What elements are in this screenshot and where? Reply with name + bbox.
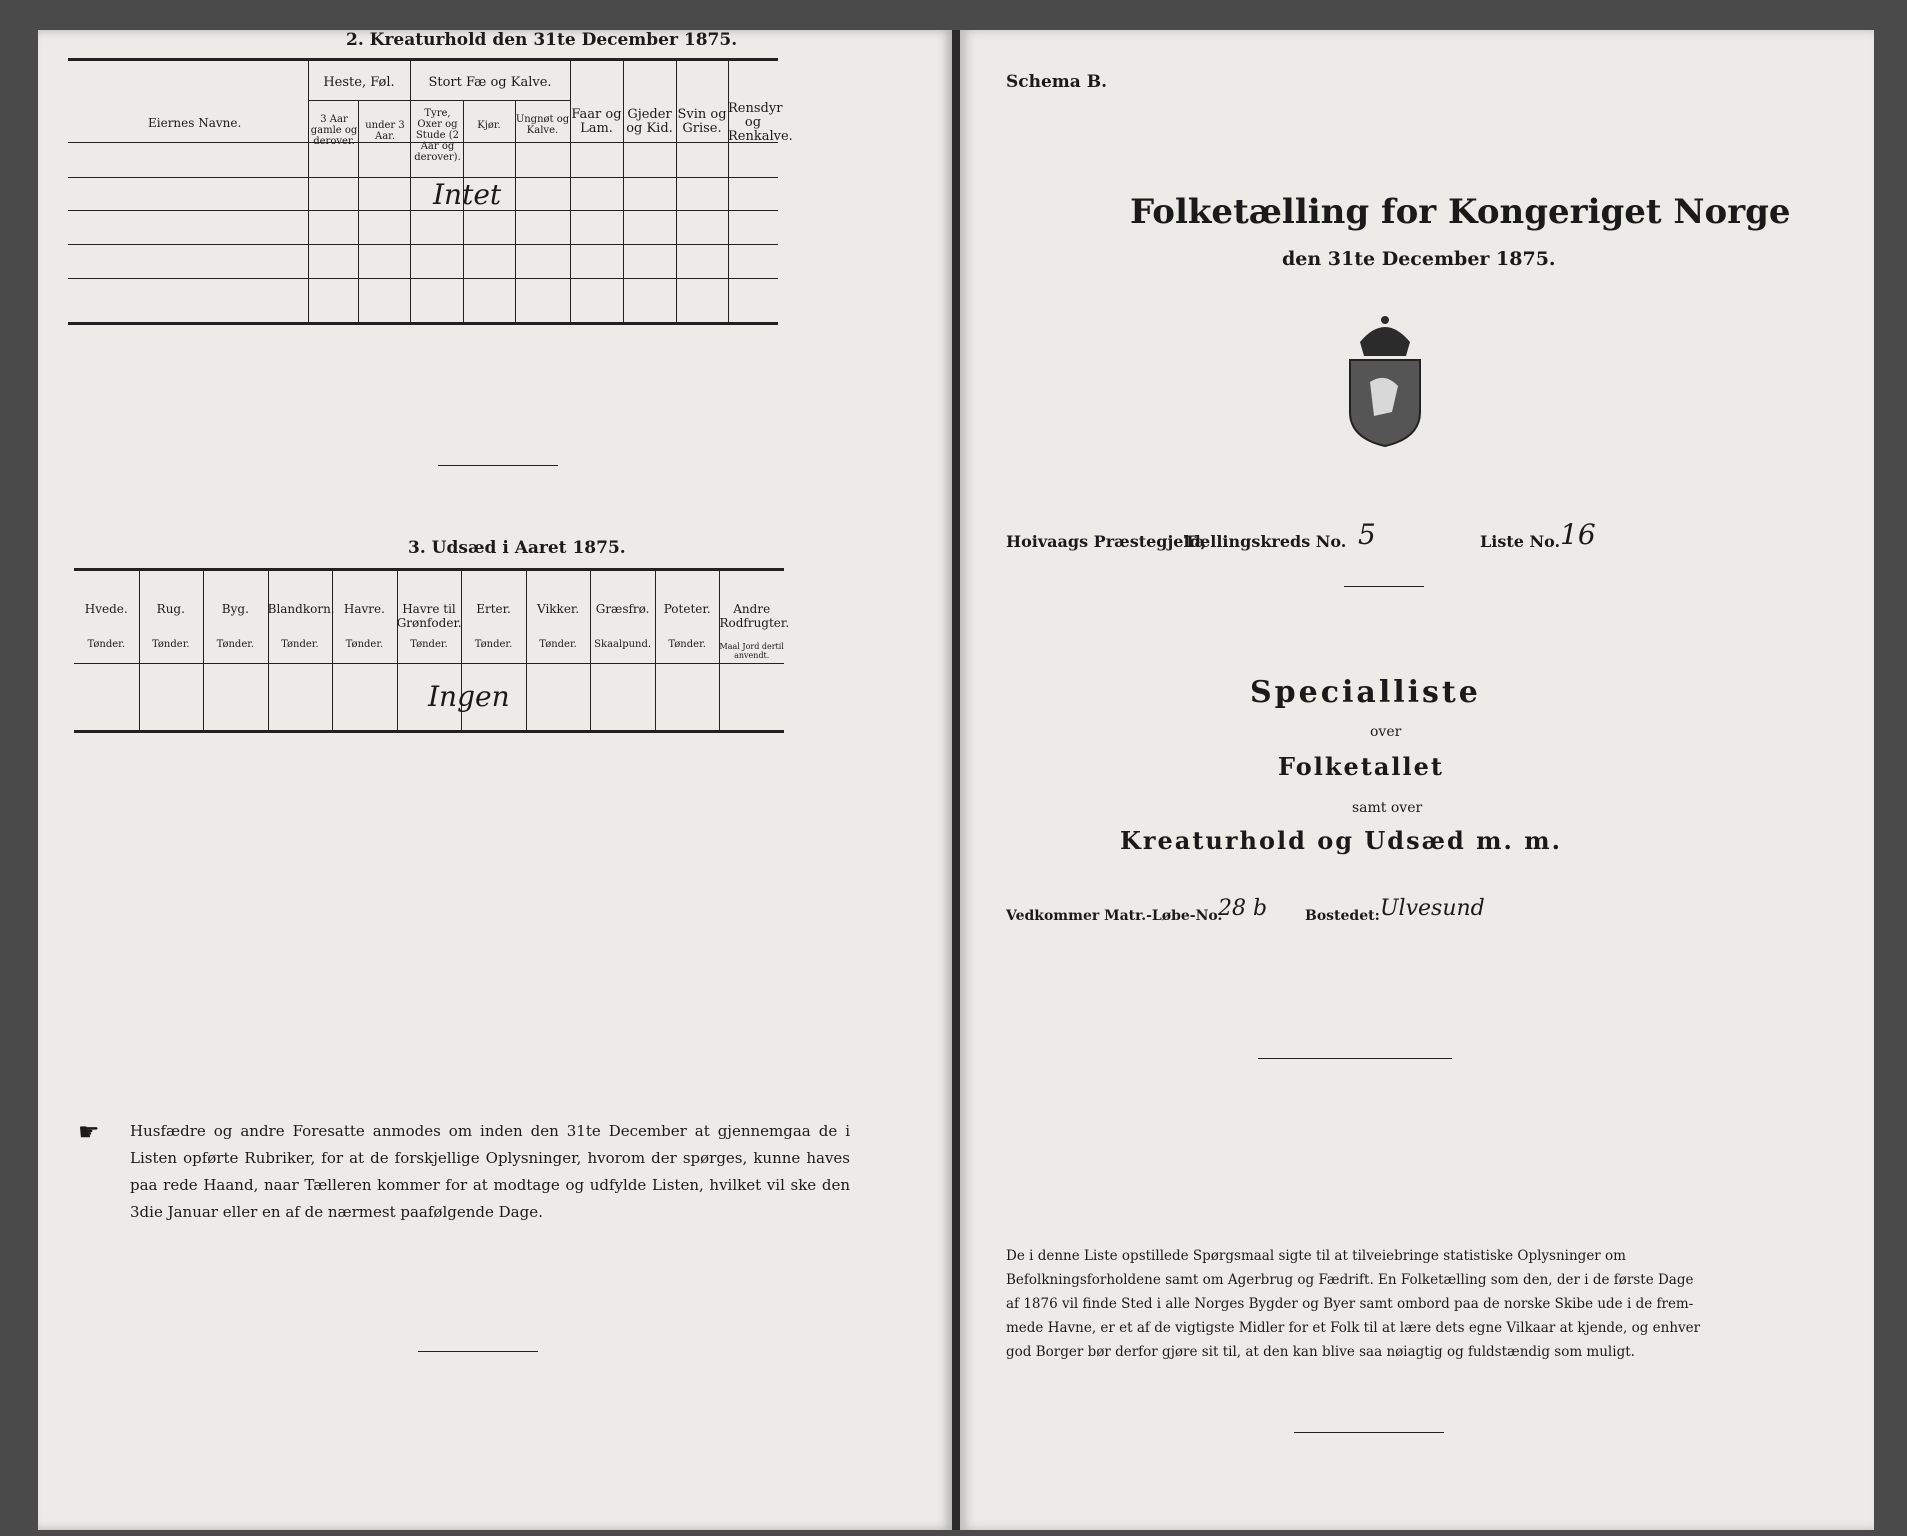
stort-sub1: Tyre, Oxer og Stude (2 Aar og derover). [414, 108, 461, 163]
bosted-label: Bostedet: [1305, 908, 1380, 924]
paragraph-line: mede Havne, er et af de vigtigste Midler for et Folk til at lære dets egne Vilkaar at kjende, og enhver [1006, 1320, 1701, 1336]
crop-header: Vikker. [536, 602, 580, 616]
owners-header: Eiernes Navne. [148, 116, 242, 130]
date-line: den 31te December 1875. [1282, 248, 1556, 270]
crop-header: Andre Rodfrugter. [719, 602, 790, 630]
table2-col-line [570, 58, 571, 324]
stort-sub2: Kjør. [477, 120, 501, 131]
gjeder-header: Gjeder og Kid. [626, 107, 673, 136]
book-gutter [952, 30, 960, 1530]
kreaturhold-heading: Kreaturhold og Udsæd m. m. [1120, 826, 1562, 855]
matr-label: Vedkommer Matr.-Løbe-No. [1006, 908, 1223, 924]
table2-col-line [728, 58, 729, 324]
faar-header: Faar og Lam. [571, 107, 622, 136]
handwritten-intet: Intet [433, 178, 502, 211]
heste-sub1: 3 Aar gamle og derover. [310, 114, 358, 147]
table2-col-line [676, 58, 677, 324]
table2-row-line [68, 244, 778, 245]
crop-header: Poteter. [663, 602, 711, 616]
crop-header: Erter. [476, 602, 511, 616]
crop-unit: Tønder. [345, 639, 384, 650]
divider [1258, 1058, 1452, 1059]
table3-col-line [332, 568, 333, 732]
section2-title: 2. Kreaturhold den 31te December 1875. [346, 30, 738, 50]
heste-sub2: under 3 Aar. [365, 120, 405, 142]
main-title: Folketælling for Kongeriget Norge [1130, 192, 1791, 232]
table3-col-line [268, 568, 269, 732]
table3-col-line [655, 568, 656, 732]
divider [1344, 586, 1424, 587]
crop-header: Havre til Grønfoder. [396, 602, 462, 630]
left-page [38, 30, 953, 1530]
heste-header: Heste, Føl. [323, 75, 395, 90]
table2-col-line [463, 100, 464, 324]
crop-unit: Tønder. [87, 639, 126, 650]
list-label: Liste No. [1480, 532, 1561, 551]
crop-unit: Tønder. [281, 639, 319, 650]
crop-header: Byg. [221, 602, 249, 616]
crop-header: Blandkorn. [267, 602, 335, 616]
crop-unit: Tønder. [216, 639, 255, 650]
crop-header: Rug. [156, 602, 185, 616]
matr-number: 28 b [1218, 896, 1268, 921]
divider [438, 465, 558, 466]
schema-label: Schema B. [1006, 72, 1108, 92]
paragraph-line: Befolkningsforholdene samt om Agerbrug og Fædrift. En Folketælling som den, der i de første Dage [1006, 1272, 1694, 1288]
bosted-value: Ulvesund [1380, 896, 1485, 921]
paragraph-line: god Borger bør derfor gjøre sit til, at den kan blive saa nøiagtig og fuldstændig som muligt. [1006, 1344, 1635, 1360]
stort-sub3: Ungnøt og Kalve. [515, 114, 570, 136]
table2-col-line [358, 100, 359, 324]
crop-unit: Maal Jord dertil anvendt. [719, 642, 784, 660]
district-label: Tællingskreds No. [1184, 532, 1347, 551]
stort-fae-header: Stort Fæ og Kalve. [428, 75, 552, 90]
table3-col-line [203, 568, 204, 732]
table3-col-line [397, 568, 398, 732]
table2-top-border [68, 58, 778, 61]
district-number: 5 [1358, 518, 1376, 551]
table2-row-line [68, 210, 778, 211]
crop-unit: Tønder. [668, 639, 706, 650]
divider [418, 1351, 538, 1352]
rensdyr-header: Rensdyr og Renkalve. [728, 101, 793, 144]
table2-group-line [410, 100, 570, 101]
table2-bottom-border [68, 322, 778, 325]
table3-col-line [526, 568, 527, 732]
crop-unit: Skaalpund. [594, 639, 652, 650]
folketallet-heading: Folketallet [1278, 752, 1444, 781]
table3-header-border [74, 663, 784, 664]
handwritten-ingen: Ingen [428, 680, 510, 713]
table2-col-line [308, 58, 309, 324]
over-text-1: over [1370, 724, 1402, 740]
samt-over-text: samt over [1352, 800, 1423, 816]
right-page [960, 30, 1874, 1530]
table2-row-line [68, 278, 778, 279]
crop-header: Græsfrø. [595, 602, 650, 616]
crop-header: Havre. [343, 602, 385, 616]
divider [1294, 1432, 1444, 1433]
table3-bottom-border [74, 730, 784, 733]
pointing-hand-icon: ☛ [78, 1118, 100, 1146]
crop-unit: Tønder. [152, 639, 190, 650]
specialliste-heading: Specialliste [1250, 675, 1481, 710]
table3-col-line [139, 568, 140, 732]
table3-col-line [590, 568, 591, 732]
paragraph-line: De i denne Liste opstillede Spørgsmaal sigte til at tilveiebringe statistiske Oplysninger om [1006, 1248, 1626, 1264]
coat-of-arms-icon [1340, 312, 1430, 448]
crop-unit: Tønder. [410, 639, 448, 650]
paragraph-line: af 1876 vil finde Sted i alle Norges Bygder og Byer samt ombord paa de norske Skibe ude i de frem- [1006, 1296, 1694, 1312]
table3-top-border [74, 568, 784, 571]
table2-col-line [623, 58, 624, 324]
crop-header: Hvede. [84, 602, 128, 616]
section3-title: 3. Udsæd i Aaret 1875. [408, 538, 626, 558]
crop-unit: Tønder. [539, 639, 577, 650]
svin-header: Svin og Grise. [677, 107, 727, 136]
table2-col-line [410, 58, 411, 324]
list-number: 16 [1560, 518, 1596, 551]
table2-group-line [308, 100, 410, 101]
parish-label: Hoivaags Præstegjeld, [1006, 532, 1207, 551]
notice-text: Husfædre og andre Foresatte anmodes om inden den 31te December at gjennemgaa de i Listen opførte Rubriker, for at de forskjellige Oplysninger, hvorom der spørges, kunne haves paa rede Haand, naar Tælleren kommer for at modtage og udfylde Listen, hvilket vil ske den 3die Januar eller en af de nærmest paafølgende Dage. [130, 1122, 850, 1221]
crop-unit: Tønder. [474, 639, 513, 650]
table2-row-line [68, 177, 778, 178]
